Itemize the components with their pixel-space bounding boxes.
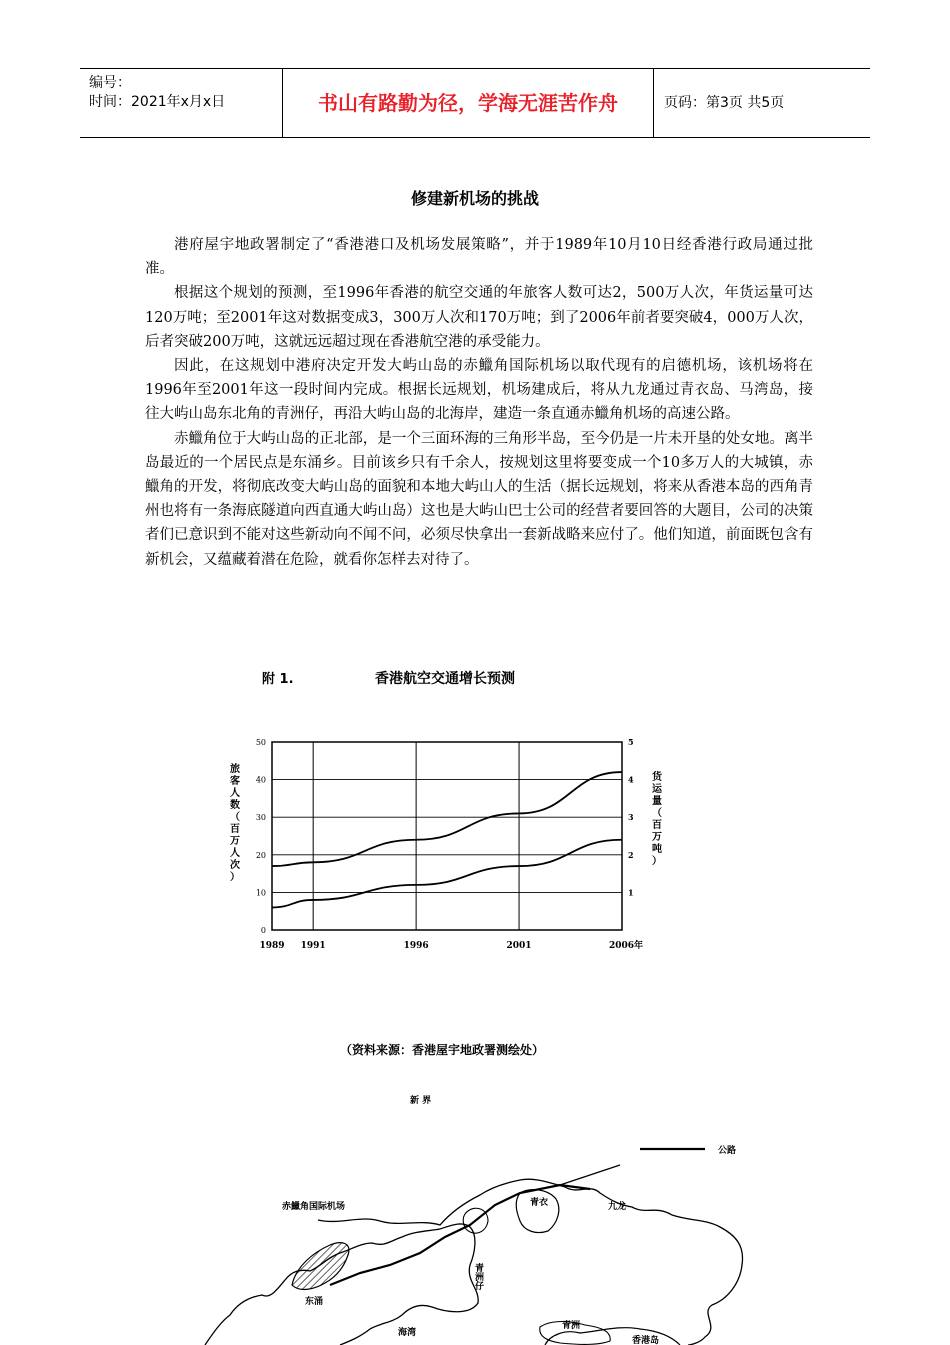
x-tick-label: 2001 bbox=[506, 941, 532, 951]
time-label: 时间：2021年x月x日 bbox=[89, 94, 226, 110]
tsing-yi-island bbox=[516, 1190, 559, 1233]
map-label-tung-chung: 东涌 bbox=[305, 1297, 324, 1307]
airport-location-map bbox=[0, 1075, 950, 1345]
paragraph: 赤鱲角位于大屿山岛的正北部，是一个三面环海的三角形半岛，至今仍是一片未开垦的处女地。离半岛最近的一个居民点是东涌乡。目前该乡只有千余人，按规划这里将要变成一个10多万人的大城镇，赤鱲角的开发，将彻底改变大屿山岛的面貌和本地大屿山人的生活（据长远规划，将来从香港本岛的西角青州也将有一条海底隧道向西直通大屿山岛）这也是大屿山巴士公司的经营者要回答的大题目，公司的决策者们已意识到不能对这些新动向不闻不问，必须尽快拿出一套新战略来应付了。他们知道，前面既包含有新机会，又蕴藏着潜在危险，就看你怎样去对待了。 bbox=[145, 430, 813, 568]
left-tick-label: 50 bbox=[255, 738, 266, 747]
map-label-new-territories: 新 界 bbox=[410, 1096, 432, 1106]
map-label-island: 青洲 bbox=[562, 1321, 581, 1331]
map-label-bay: 海湾 bbox=[398, 1328, 417, 1338]
growth-chart bbox=[0, 720, 950, 980]
document-header bbox=[80, 68, 870, 138]
paragraph: 因此，在这规划中港府决定开发大屿山岛的赤鱲角国际机场以取代现有的启德机场，该机场将在1996年至2001年这一段时间内完成。根据长远规划，机场建成后，将从九龙通过青衣岛、马湾岛，接往大屿山岛东北角的青洲仔，再沿大屿山岛的北海岸，建造一条直通赤鱲角机场的高速公路。 bbox=[145, 358, 813, 423]
paragraph: 港府屋宇地政署制定了“香港港口及机场发展策略”，并于1989年10月10日经香港行政局通过批准。 bbox=[145, 237, 813, 278]
chart-series bbox=[272, 772, 622, 907]
left-tick-label: 10 bbox=[255, 888, 266, 898]
chart-source: （资料来源：香港屋宇地政署测绘处） bbox=[340, 1043, 545, 1057]
map-label-hk-island: 香港岛 bbox=[632, 1336, 660, 1345]
x-tick-label: 1996 bbox=[403, 941, 429, 951]
right-tick-label: 5 bbox=[628, 737, 634, 747]
map-label-tsing-chau-tsai: 青洲仔 bbox=[473, 1263, 483, 1290]
figure-label: 附 1. bbox=[262, 672, 294, 687]
header-motto: 书山有路勤为径，学海无涯苦作舟 bbox=[283, 69, 654, 137]
right-axis-label: 货 运 量 （ 百 万 吨 ） bbox=[652, 772, 662, 867]
right-tick-label: 3 bbox=[628, 812, 634, 823]
header-meta bbox=[80, 69, 283, 137]
left-tick-label: 30 bbox=[255, 813, 266, 823]
paragraph: 根据这个规划的预测，至1996年香港的航空交通的年旅客人数可达2，500万人次，年货运量可达120万吨；至2001年这对数据变成3，300万人次和170万吨；到了2006年前者要突破4，000万人次，后者突破200万吨，这就远远超过现在香港航空港的承受能力。 bbox=[145, 285, 813, 350]
map-label-kowloon: 九龙 bbox=[608, 1202, 627, 1212]
map-label-airport: 赤鱲角国际机场 bbox=[282, 1202, 346, 1212]
right-tick-label: 1 bbox=[628, 887, 634, 898]
x-tick-label: 2006年 bbox=[608, 941, 644, 951]
article-title: 修建新机场的挑战 bbox=[410, 189, 539, 208]
number-label: 编号： bbox=[89, 75, 131, 91]
article-body bbox=[145, 233, 813, 572]
highway-route bbox=[330, 1185, 590, 1285]
left-tick-label: 0 bbox=[260, 926, 266, 935]
left-tick-label: 20 bbox=[255, 850, 266, 860]
right-tick-label: 2 bbox=[628, 849, 634, 860]
page-number: 页码：第3页 共5页 bbox=[664, 95, 785, 111]
chart-title: 香港航空交通增长预测 bbox=[375, 671, 515, 687]
legend-label: 公路 bbox=[718, 1146, 737, 1156]
series-line-0 bbox=[272, 772, 622, 866]
series-line-1 bbox=[272, 840, 622, 908]
x-tick-label: 1991 bbox=[300, 941, 326, 951]
map-label-tsing-yi: 青衣 bbox=[530, 1198, 549, 1208]
airport-site bbox=[292, 1243, 349, 1290]
left-tick-label: 40 bbox=[255, 775, 266, 785]
x-tick-label: 1989 bbox=[259, 941, 285, 951]
left-axis-label: 旅 客 人 数 （ 百 万 人 次 ） bbox=[230, 764, 240, 883]
right-tick-label: 4 bbox=[628, 774, 634, 785]
chart-ticks bbox=[256, 737, 643, 951]
